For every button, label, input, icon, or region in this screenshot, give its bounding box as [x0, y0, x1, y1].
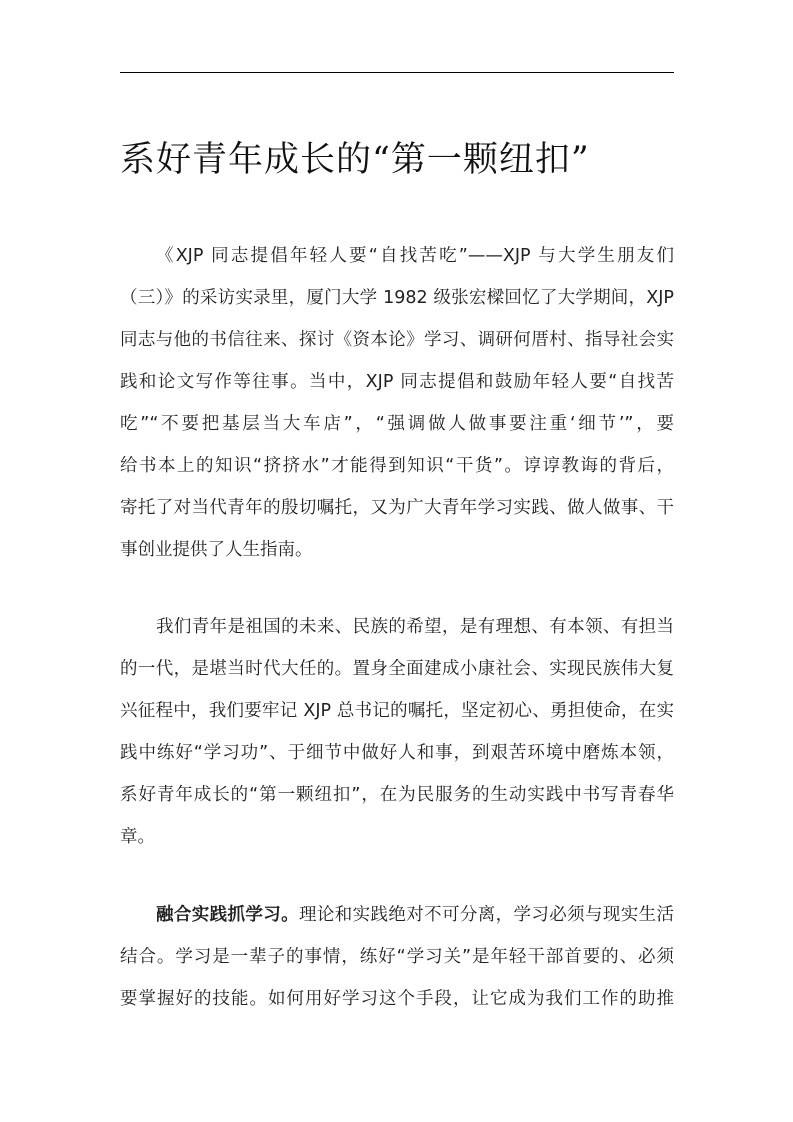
bold-lead: 融合实践抓学习。	[156, 905, 299, 925]
paragraph-2	[120, 606, 674, 858]
text-line: 《XJP 同志提倡年轻人要“自找苦吃”——XJP 与大学生朋友们	[156, 246, 674, 266]
text-run: 理论和实践绝对不可分离，学习必须与现实生活	[299, 905, 674, 925]
text-line: 给书本上的知识“挤挤水”才能得到知识“干货”。谆谆教诲的背后，	[120, 456, 674, 476]
header-rule	[120, 72, 674, 73]
text-line	[120, 894, 674, 936]
text-line: 事创业提供了人生指南。	[120, 540, 313, 560]
paragraph-1	[120, 235, 674, 571]
paragraph-3	[120, 894, 674, 1020]
text-line: 践和论文写作等往事。当中，XJP 同志提倡和鼓励年轻人要“自找苦	[120, 372, 674, 392]
text-line: 结合。学习是一辈子的事情，练好“学习关”是年轻干部首要的、必须	[120, 947, 674, 967]
text-line: 的一代，是堪当时代大任的。置身全面建成小康社会、实现民族伟大复	[120, 659, 674, 679]
text-line: 践中练好“学习功”、于细节中做好人和事，到艰苦环境中磨炼本领，	[120, 743, 674, 763]
text-line: 系好青年成长的“第一颗纽扣”，在为民服务的生动实践中书写青春华	[120, 785, 674, 805]
text-line: （三）》的采访实录里，厦门大学 1982 级张宏樑回忆了大学期间，XJP	[120, 288, 674, 308]
text-line: 我们青年是祖国的未来、民族的希望，是有理想、有本领、有担当	[156, 617, 674, 637]
text-line: 章。	[120, 827, 155, 847]
text-line: 寄托了对当代青年的殷切嘱托，又为广大青年学习实践、做人做事、干	[120, 498, 674, 518]
text-line: 要掌握好的技能。如何用好学习这个手段，让它成为我们工作的助推	[120, 989, 674, 1009]
text-line: 吃”“不要把基层当大车店”，“强调做人做事要注重‘细节’”，要	[120, 414, 674, 434]
text-line: 兴征程中，我们要牢记 XJP 总书记的嘱托，坚定初心、勇担使命，在实	[120, 701, 674, 721]
text-line: 同志与他的书信往来、探讨《资本论》学习、调研何厝村、指导社会实	[120, 330, 674, 350]
document-title: 系好青年成长的“第一颗纽扣”	[120, 140, 590, 180]
